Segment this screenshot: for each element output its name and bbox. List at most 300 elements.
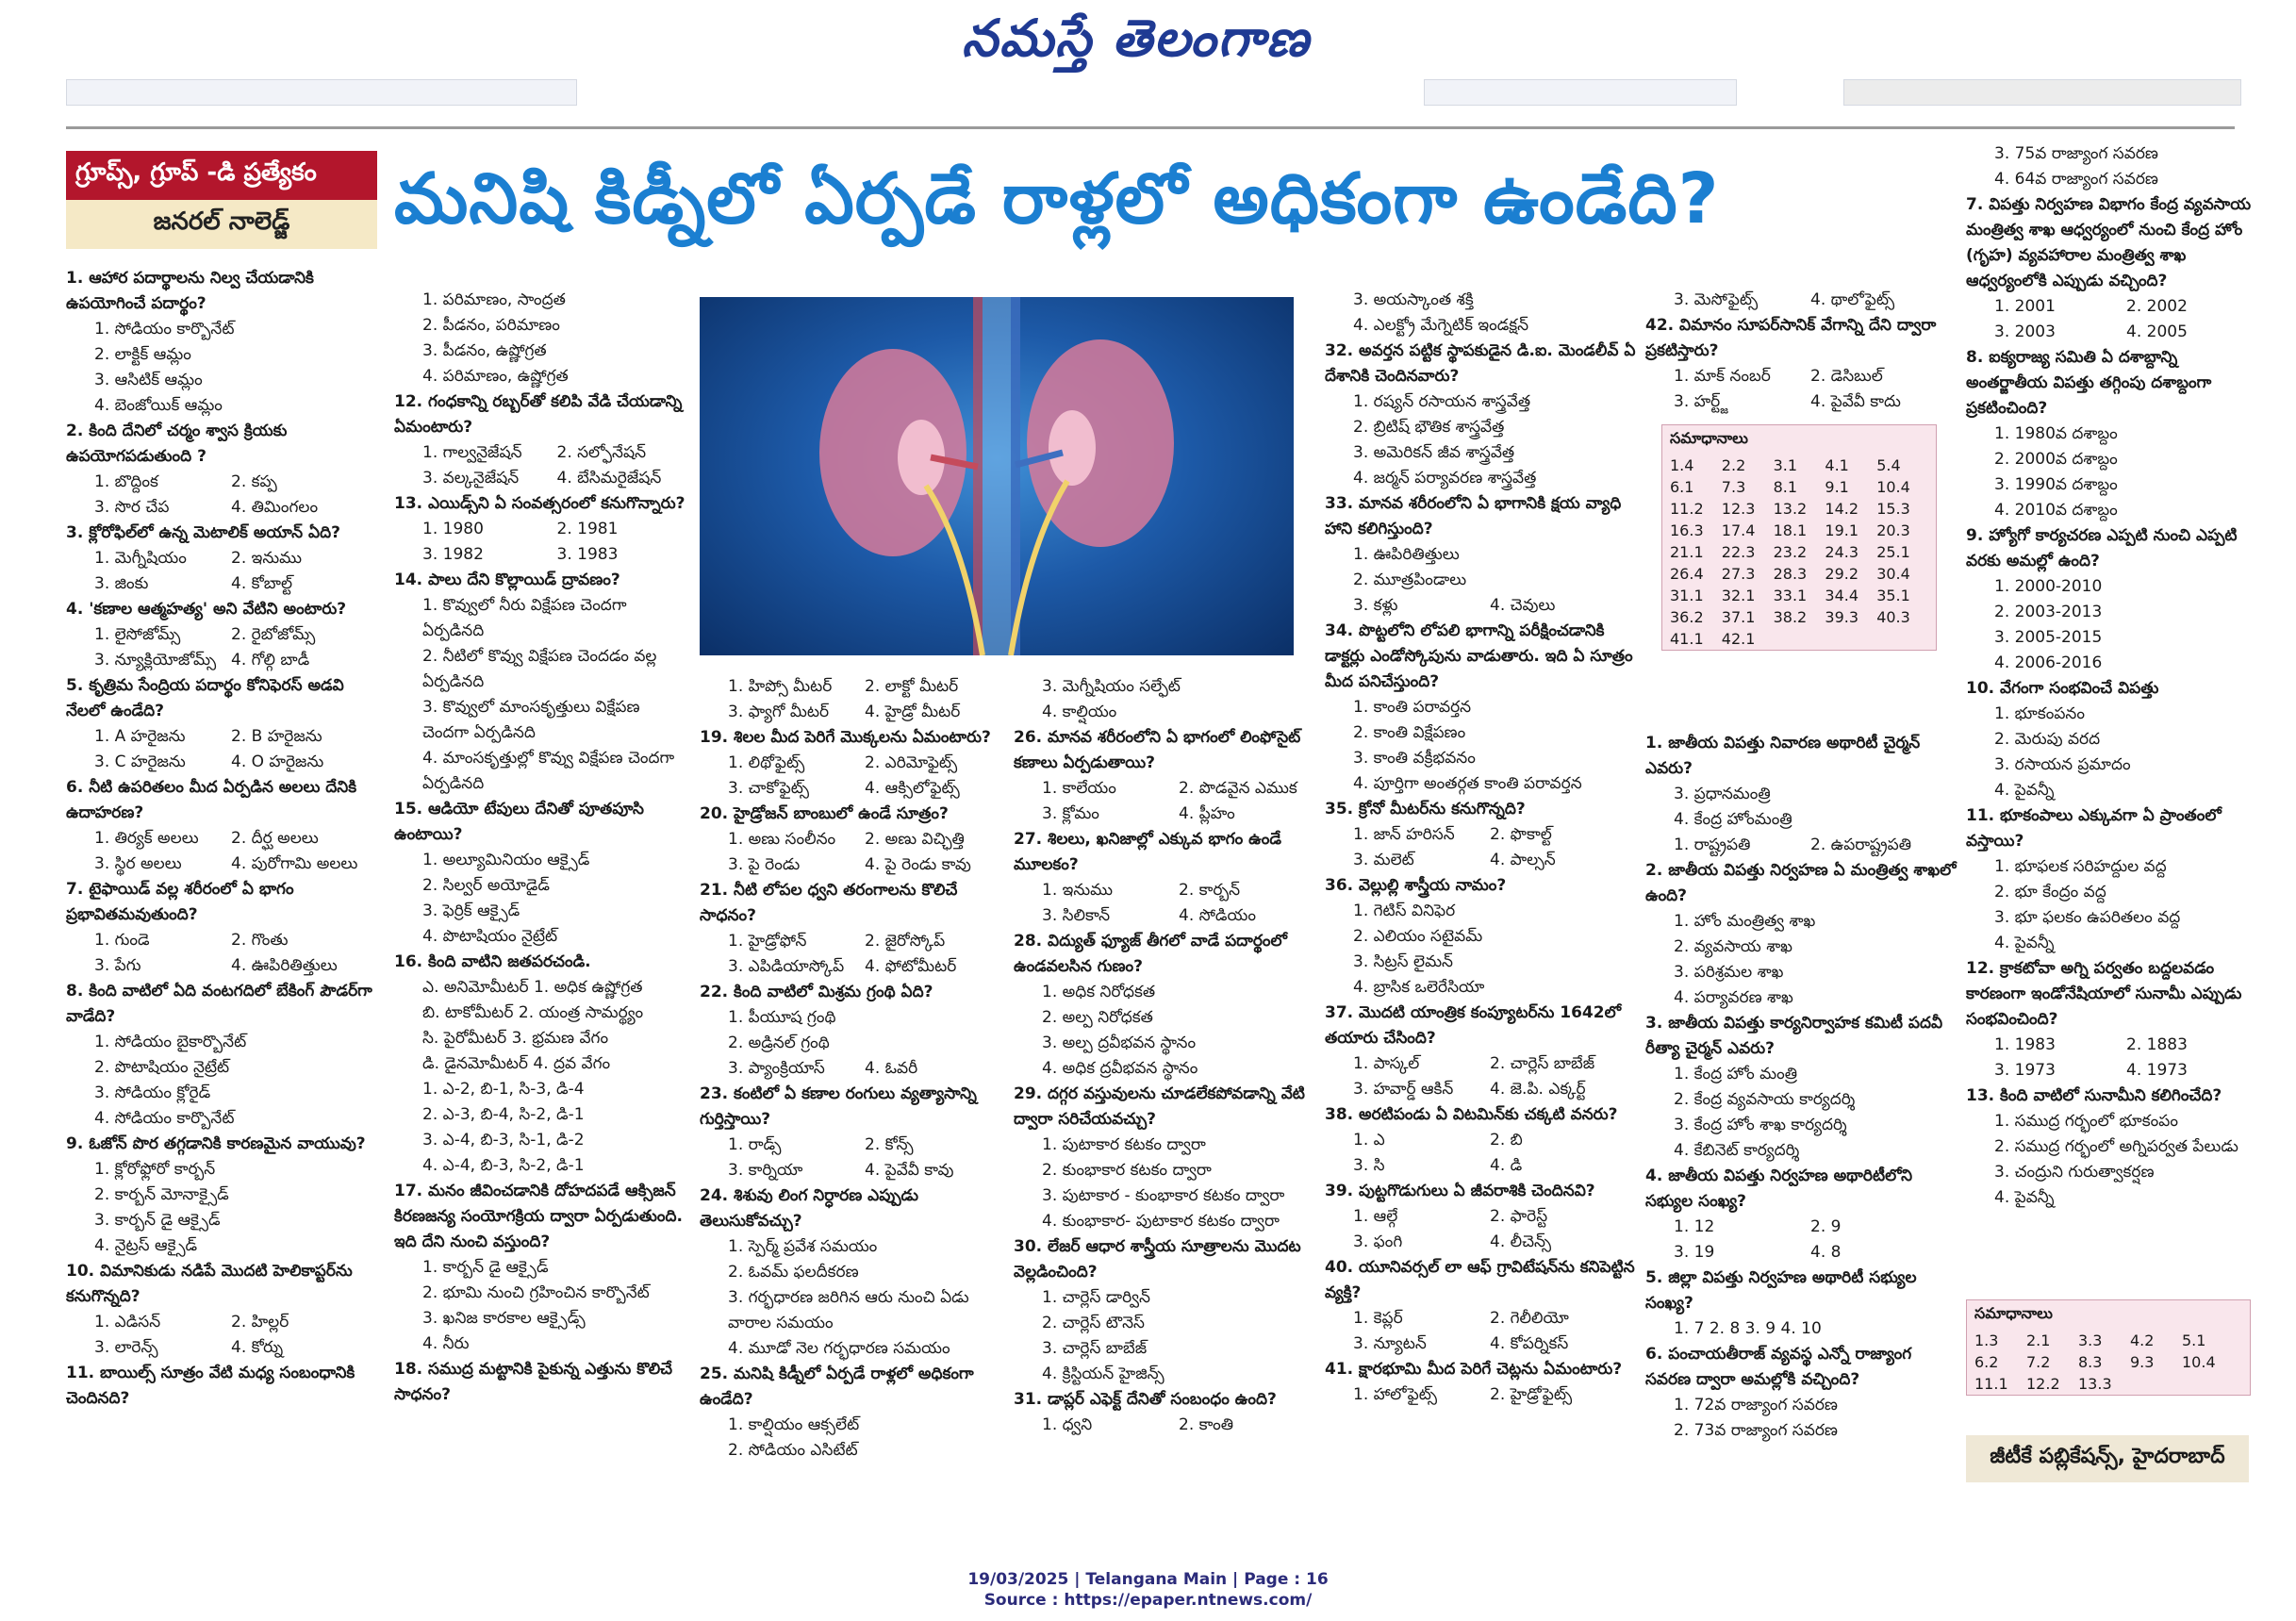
option-text: 4. 8: [1810, 1243, 1842, 1262]
answer-cell: [1825, 630, 1876, 648]
option-text: 2. సోడియం ఎసిటేట్: [728, 1441, 858, 1460]
option-text: 4. 2010వ దశాబ్దం: [1994, 501, 2118, 520]
question-text: 20. హైడ్రోజన్ బాంబులో ఉండే సూత్రం?: [700, 804, 949, 823]
answer-cell: 9.1: [1825, 478, 1849, 496]
question-text: 10. విమానికుడు నడిపే మొదటి హెలికాప్టర్‌ను కనుగొన్నది?: [66, 1262, 353, 1306]
option-text: 3. పీడనం, ఉష్ణోగ్రత: [422, 341, 547, 360]
option-text: 4. కేబినెట్ కార్యదర్శి: [1674, 1141, 1800, 1160]
option-text: 3. ప్యాంక్రియాస్: [728, 1059, 825, 1078]
option-text: 3. లారెన్స్: [94, 1338, 158, 1357]
option-row: [700, 929, 1001, 954]
answer-cell: 9.3: [2130, 1353, 2155, 1371]
option-text: 1. అణు సంలీనం: [728, 830, 836, 849]
option-text: 4. 64వ రాజ్యాంగ సవరణ: [1994, 170, 2158, 189]
option-text: 1. హైడ్రోఫోన్: [728, 932, 807, 951]
answers-row: [1662, 520, 1936, 541]
answers-box-2: [1966, 1299, 2251, 1396]
question-text: 8. కింది వాటిలో ఏది వంటగదిలో బేకింగ్ పౌడర్‌గా వాడేది?: [66, 982, 372, 1026]
option-text: 3. 75వ రాజ్యాంగ సవరణ: [1994, 144, 2158, 163]
kidney-illustration: [700, 297, 1294, 655]
option-text: 4. గోల్గి బాడీ: [231, 651, 310, 670]
option-text: 1. చార్లెస్ డార్విన్: [1042, 1288, 1150, 1307]
option-text: 4. కోర్ను: [231, 1338, 284, 1357]
question-text: 12. క్రాకటోవా అగ్ని పర్వతం బద్దలవడం కారణంగా ఇండోనేషియాలో సునామీ ఎప్పుడు సంభవించింది?: [1966, 959, 2242, 1029]
option-text: 1. ఆల్గే: [1353, 1207, 1398, 1226]
option-text: 3. పేగు: [94, 956, 141, 975]
answer-cell: 10.4: [1876, 478, 1910, 496]
option-text: 4. హైడ్రో మీటర్: [865, 703, 961, 721]
question-text: 34. పొట్టలోని లోపలి భాగాన్ని పరీక్షించడానికి డాక్టర్లు ఎండోస్కోపును వాడుతారు. ఇది ఏ సూత్రం మీద పనిచేస్తుంది?: [1325, 621, 1633, 691]
answers-row: [1662, 455, 1936, 476]
column-2: [394, 288, 691, 1408]
answer-cell: 8.1: [1773, 478, 1798, 496]
option-text: 1. హిప్సో మీటర్: [728, 677, 833, 696]
option-text: 1. పరిమాణం, సాంద్రత: [422, 290, 566, 309]
option-text: 3. 1973: [1994, 1061, 2056, 1080]
question-text: 40. యూనివర్సల్ లా ఆఫ్ గ్రావిటేషన్‌ను కనిపెట్టిన వ్యక్తి?: [1325, 1258, 1635, 1302]
option-row: [700, 1158, 1001, 1183]
option-row: [1325, 1153, 1636, 1179]
option-text: 1. కార్బన్ డై ఆక్సైడ్: [422, 1258, 549, 1277]
question-text: 7. టైఫాయిడ్ వల్ల శరీరంలో ఏ భాగం ప్రభావితమవుతుంది?: [66, 880, 294, 924]
option-row: [1325, 1051, 1636, 1077]
option-text: 3. రసాయన ప్రమాదం: [1994, 755, 2131, 774]
section-badge: [66, 151, 377, 249]
answer-cell: 41.1: [1670, 630, 1704, 648]
option-text: 2. ఇనుము: [231, 549, 303, 568]
option-text: 1. గెటిస్ వినిఫెర: [1353, 901, 1456, 920]
answers-row: [1662, 498, 1936, 520]
option-text: 3. C హరైజను: [94, 753, 186, 771]
option-row: [394, 517, 691, 542]
option-text: 1. క్లోరోఫ్లోరో కార్బన్: [94, 1160, 216, 1179]
answer-cell: 12.2: [2026, 1375, 2060, 1393]
answers-row: [1967, 1330, 2250, 1351]
answers-title: సమాధానాలు: [1670, 429, 1748, 447]
option-text: 2. అల్ప నిరోధకత: [1042, 1008, 1153, 1027]
option-text: 4. పొటాషియం నైట్రేట్: [422, 927, 558, 946]
option-text: 1. సముద్ర గర్భంలో భూకంపం: [1994, 1112, 2178, 1131]
option-text: 4. జె.పి. ఎక్కర్ట్: [1490, 1080, 1586, 1099]
option-text: 2. ఎ-3, బి-4, సి-2, డి-1: [422, 1105, 585, 1124]
answer-cell: 4.1: [1825, 456, 1849, 474]
option-row: [700, 700, 1001, 725]
footer-source-line: Source : https://epaper.ntnews.com/: [983, 1591, 1313, 1610]
option-row: [66, 470, 382, 495]
option-text: 2. చార్లెస్ టౌనెస్: [1042, 1314, 1145, 1332]
option-row: [1645, 1215, 1957, 1240]
option-text: 3. జింకు: [94, 574, 149, 593]
option-text: 2. నీటిలో కొవ్వు విక్షేపణ చెందడం వల్ల ఏర్పడినది: [422, 647, 657, 691]
option-text: 4. అధిక ద్రవీభవన స్థానం: [1042, 1059, 1198, 1078]
option-row: [1325, 822, 1636, 848]
option-text: 2. సముద్ర గర్భంలో అగ్నిపర్వత పేలుడు: [1994, 1137, 2238, 1156]
column-6: [1645, 288, 1957, 415]
option-text: 1. మాక్ నంబర్: [1674, 367, 1771, 386]
option-row: [700, 852, 1001, 878]
option-text: 1. భూకంపనం: [1994, 704, 2085, 723]
answer-cell: 11.2: [1670, 500, 1704, 518]
option-row: [700, 954, 1001, 980]
option-text: 3. భూ ఫలకం ఉపరితలం వద్ద: [1994, 908, 2181, 927]
option-text: 3. కేంద్ర హోం శాఖ కార్యదర్శి: [1674, 1116, 1847, 1134]
page-footer: [0, 1569, 2296, 1611]
answer-cell: 6.1: [1670, 478, 1694, 496]
option-text: 3. ఎ-4, బి-3, సి-1, డి-2: [422, 1131, 585, 1150]
answer-cell: 18.1: [1773, 521, 1808, 539]
question-text: 42. విమానం సూపర్‌సానిక్ వేగాన్ని దేని ద్వారా ప్రకటిస్తారు?: [1645, 316, 1937, 360]
option-text: 4. కుంభాకార- పుటాకార కటకం ద్వారా: [1042, 1212, 1280, 1231]
answers-row: [1967, 1351, 2250, 1373]
option-row: [1325, 1306, 1636, 1332]
option-row: [1645, 288, 1957, 313]
option-row: [66, 648, 382, 673]
option-text: 3. హర్ట్జ్: [1674, 392, 1728, 411]
option-text: 1. కెప్లర్: [1353, 1309, 1403, 1328]
column-3: [700, 674, 1001, 1464]
option-row: [1325, 1332, 1636, 1357]
option-text: 4. O హరైజను: [231, 753, 324, 771]
option-row: [66, 826, 382, 852]
option-text: 1. ఎడిసన్: [94, 1313, 161, 1332]
answer-cell: 42.1: [1721, 630, 1756, 648]
option-row: [700, 674, 1001, 700]
option-text: 3. ఫెర్రిక్ ఆక్సైడ్: [422, 901, 520, 920]
option-text: 2. B హరైజను: [231, 727, 322, 746]
option-text: 2. పొటాషియం నైట్రేట్: [94, 1058, 230, 1077]
option-text: 3. కార్బన్ డై ఆక్సైడ్: [94, 1211, 221, 1230]
option-row: [1014, 1413, 1315, 1438]
option-text: 2. ఎలియం సటైవమ్: [1353, 927, 1483, 946]
option-text: 3. పరిశ్రమల శాఖ: [1674, 963, 1784, 982]
option-text: 3. మెసోఫైట్స్: [1674, 290, 1759, 309]
option-row: [1966, 1058, 2258, 1083]
option-text: 2. అడ్రినల్ గ్రంథి: [728, 1034, 830, 1052]
question-text: 2. జాతీయ విపత్తు నిర్వహణ ఏ మంత్రిత్వ శాఖలో ఉంది?: [1645, 861, 1957, 905]
question-text: 13. కింది వాటిలో సునామీని కలిగించేది?: [1966, 1086, 2222, 1105]
option-text: 1. 12: [1674, 1217, 1715, 1236]
option-row: [1325, 848, 1636, 873]
column-1: [66, 266, 382, 1412]
option-text: 1. గుండె: [94, 931, 150, 950]
question-text: 16. కింది వాటిని జతపరచండి.: [394, 952, 591, 971]
answer-cell: 24.3: [1825, 543, 1859, 561]
option-text: 4. పాల్సన్: [1490, 851, 1556, 869]
answer-cell: 40.3: [1876, 608, 1910, 626]
option-text: 4. ఓవరీ: [865, 1059, 918, 1078]
option-text: 3. మెగ్నీషియం సల్ఫేట్: [1042, 677, 1181, 696]
option-text: 1. కేంద్ర హోం మంత్రి: [1674, 1065, 1798, 1083]
option-text: 2. 1883: [2126, 1035, 2188, 1054]
answer-cell: 8.3: [2078, 1353, 2103, 1371]
option-text: 4. నైట్రస్ ఆక్సైడ్: [94, 1236, 198, 1255]
option-text: 1. 1980వ దశాబ్దం: [1994, 424, 2118, 443]
masthead: [0, 0, 2296, 123]
option-row: [1645, 833, 1957, 858]
option-row: [700, 1031, 1001, 1056]
option-text: 1. రాష్ట్రపతి: [1674, 835, 1751, 854]
question-text: 11. భూకంపాలు ఎక్కువగా ఏ ప్రాంతంలో వస్తాయి?: [1966, 806, 2222, 851]
option-text: 3. ప్రధానమంత్రి: [1674, 785, 1771, 803]
option-text: [865, 1005, 1001, 1031]
option-row: [700, 827, 1001, 852]
option-row: [700, 1005, 1001, 1031]
column-4: [1014, 674, 1315, 1438]
option-text: 4. ప్లీహం: [1179, 804, 1235, 823]
option-text: 3. 2005-2015: [1994, 628, 2103, 647]
question-text: 4. జాతీయ విపత్తు నిర్వహణ అథారిటీలోని సభ్యుల సంఖ్య?: [1645, 1166, 1913, 1211]
option-text: 1. భూఫలక సరిహద్దుల వద్ద: [1994, 857, 2167, 876]
question-text: 8. ఐక్యరాజ్య సమితి ఏ దశాబ్దాన్ని అంతర్జాతీయ విపత్తు తగ్గింపు దశాబ్దంగా ప్రకటించింది?: [1966, 348, 2212, 418]
answer-cell: 37.1: [1721, 608, 1756, 626]
option-text: 2. ఫొకాల్ట్: [1490, 825, 1552, 844]
option-text: 2. జైరోస్కోప్: [865, 932, 946, 951]
option-text: 4. డి: [1490, 1156, 1523, 1175]
option-text: 4. పరిమాణం, ఉష్ణోగ్రత: [422, 367, 569, 386]
question-text: 14. పాలు దేని కొల్లాయిడ్ ద్రావణం?: [394, 571, 620, 589]
option-text: 2. పీడనం, పరిమాణం: [422, 316, 560, 335]
answer-cell: 26.4: [1670, 565, 1704, 583]
option-text: 1. 72వ రాజ్యాంగ సవరణ: [1674, 1396, 1838, 1414]
answer-cell: 2.1: [2026, 1332, 2051, 1349]
option-text: 3. సిలికాన్: [1042, 906, 1111, 925]
option-row: [1014, 903, 1315, 929]
option-text: 3. కార్నియా: [728, 1161, 803, 1180]
option-text: 1. జాన్ హరిసన్: [1353, 825, 1455, 844]
answer-cell: 34.4: [1825, 587, 1859, 604]
answer-cell: 38.2: [1773, 608, 1808, 626]
option-text: ఎ. అనిమోమీటర్ 1. అధిక ఉష్ణోగ్రత: [422, 978, 643, 997]
option-text: 3. గర్భధారణ జరిగిన ఆరు నుంచి ఏడు వారాల సమయం: [728, 1288, 969, 1332]
masthead-strip-left: [66, 79, 577, 106]
option-text: 2. గెలీలియో: [1490, 1309, 1569, 1328]
answer-cell: [1876, 630, 1928, 648]
option-text: 3. కొవ్వులో మాంసకృత్తులు విక్షేపణ చెందగా ఏర్పడినది: [422, 698, 640, 742]
question-text: 37. మొదటి యాంత్రిక కంప్యూటర్‌ను 1642లో తయారు చేసింది?: [1325, 1003, 1622, 1048]
option-text: 2. కాంతి విక్షేపణం: [1353, 723, 1466, 742]
option-row: [700, 751, 1001, 776]
answer-cell: 1.4: [1670, 456, 1694, 474]
question-text: 24. శిశువు లింగ నిర్ధారణ ఎప్పుడు తెలుసుకోవచ్చు?: [700, 1186, 919, 1231]
option-text: 4. ఎ-4, బి-3, సి-2, డి-1: [422, 1156, 585, 1175]
option-text: 4. కేంద్ర హోంమంత్రి: [1674, 810, 1792, 829]
answers-row: [1662, 563, 1936, 585]
option-text: 4. జర్మన్ పర్యావరణ శాస్త్రవేత్త: [1353, 469, 1537, 488]
option-text: 4. పైవన్నీ: [1994, 781, 2055, 800]
option-text: 4. ఆక్సిలోఫైట్స్: [865, 779, 960, 798]
option-text: 4. పైవేవీ కాదు: [1810, 392, 1901, 411]
answer-cell: 6.2: [1974, 1353, 1999, 1371]
question-text: 17. మనం జీవించడానికి దోహదపడే ఆక్సిజన్ కిరణజన్య సంయోగక్రియ ద్వారా ఏర్పడుతుంది. ఇది దేని నుంచి వస్తుంది?: [394, 1182, 684, 1251]
option-text: 3. సిట్రస్ లైమన్: [1353, 952, 1453, 971]
answer-cell: 25.1: [1876, 543, 1910, 561]
answer-cell: 5.1: [2182, 1332, 2206, 1349]
option-text: 1. 2000-2010: [1994, 577, 2103, 596]
option-text: 4. ఊపిరితిత్తులు: [231, 956, 338, 975]
option-text: 3. చంద్రుని గురుత్వాకర్షణ: [1994, 1163, 2155, 1182]
option-text: 4. 2005: [2126, 323, 2188, 341]
option-text: 3. వల్కనైజేషన్: [422, 469, 520, 488]
option-row: [1966, 1033, 2258, 1058]
option-row: [1325, 1204, 1636, 1230]
option-text: 4. ఫోటోమీటర్: [865, 957, 957, 976]
option-text: 4. 1973: [2126, 1061, 2188, 1080]
answers-row: [1662, 476, 1936, 498]
question-text: 18. సముద్ర మట్టానికి పైకున్న ఎత్తును కొలిచే సాధనం?: [394, 1360, 673, 1404]
option-text: 4. బ్రాసిక ఒలెరేసియా: [1353, 978, 1485, 997]
question-text: 29. దగ్గర వస్తువులను చూడలేకపోవడాన్ని వేటి ద్వారా సరిచేయవచ్చు?: [1014, 1084, 1305, 1129]
answer-cell: 14.2: [1825, 500, 1859, 518]
option-text: 2. డెసిబుల్: [1810, 367, 1883, 386]
option-text: 1. ధ్వని: [1042, 1415, 1093, 1434]
answer-cell: 33.1: [1773, 587, 1808, 604]
option-text: 4. కోబాల్ట్: [231, 574, 293, 593]
question-text: 9. హ్యోగో కార్యచరణ ఎప్పటి నుంచి ఎప్పటి వరకు అమల్లో ఉంది?: [1966, 526, 2238, 571]
option-text: 1. హాలోఫైట్స్: [1353, 1385, 1438, 1404]
masthead-strip-mid: [1424, 79, 1737, 106]
option-text: బి. టాకోమీటర్ 2. యంత్ర సామర్థ్యం: [422, 1003, 644, 1022]
option-row: [66, 571, 382, 597]
option-text: 2. కుంభాకార కటకం ద్వారా: [1042, 1161, 1212, 1180]
option-text: 3. న్యూటన్: [1353, 1334, 1427, 1353]
column-5: [1325, 288, 1636, 1408]
option-text: 4. బేసిమరైజేషన్: [556, 469, 662, 488]
option-text: 2. 2003-2013: [1994, 603, 2103, 621]
answer-cell: 21.1: [1670, 543, 1704, 561]
option-text: 1. అధిక నిరోధకత: [1042, 983, 1156, 1001]
option-row: [1645, 1240, 1957, 1265]
option-text: 1. స్పెర్మ్ ప్రవేశ సమయం: [728, 1237, 878, 1256]
option-text: 2. సిల్వర్ అయోడైడ్: [422, 876, 550, 895]
question-text: 6. పంచాయతీరాజ్ వ్యవస్థ ఎన్నో రాజ్యాంగ సవరణ ద్వారా అమల్లోకి వచ్చింది?: [1645, 1345, 1912, 1389]
option-text: 2. రైబోజోమ్స్: [231, 625, 316, 644]
page-headline: మనిషి కిడ్నీలో ఏర్పడే రాళ్లలో అధికంగా ఉండేది?: [394, 158, 1720, 240]
question-text: 21. నీటి లోపల ధ్వని తరంగాలను కొలిచే సాధనం?: [700, 881, 958, 925]
question-text: 26. మానవ శరీరంలోని ఏ భాగంలో లింఫోసైట్ కణాలు ఏర్పడుతాయి?: [1014, 728, 1301, 772]
question-text: 25. మనిషి కిడ్నీలో ఏర్పడే రాళ్లలో అధికంగా ఉండేది?: [700, 1365, 974, 1409]
option-text: 1. ఎ-2, బి-1, సి-3, డి-4: [422, 1080, 585, 1099]
option-row: [394, 466, 691, 491]
option-text: 3. న్యూక్లియోజోమ్స్: [94, 651, 217, 670]
option-text: 2. మూత్రపిండాలు: [1353, 571, 1467, 589]
question-text: 1. జాతీయ విపత్తు నివారణ అథారిటీ చైర్మన్ ఎవరు?: [1645, 734, 1921, 778]
option-text: 3. చాకోఫైట్స్: [728, 779, 809, 798]
option-text: 3. మలెట్: [1353, 851, 1414, 869]
option-row: [1966, 294, 2258, 320]
option-text: 2. భూ కేంద్రం వద్ద: [1994, 883, 2106, 901]
option-text: 1. లైసోజోమ్స్: [94, 625, 181, 644]
masthead-strip-right: [1843, 79, 2241, 106]
answer-cell: 27.3: [1721, 565, 1756, 583]
masthead-rule: [66, 126, 2235, 129]
option-text: 2. ఫారెస్ట్: [1490, 1207, 1548, 1226]
answer-cell: [2130, 1375, 2182, 1393]
question-text: 6. నీటి ఉపరితలం మీద ఏర్పడిన అలలు దేనికి ఉదాహరణ?: [66, 778, 357, 822]
option-text: 4. సోడియం: [1179, 906, 1256, 925]
answer-cell: 29.2: [1825, 565, 1859, 583]
option-text: 1. 1983: [1994, 1035, 2056, 1054]
option-row: [700, 1056, 1001, 1082]
option-text: 2. పొడవైన ఎముక: [1179, 779, 1297, 798]
option-text: 1. పుటాకార కటకం ద్వారా: [1042, 1135, 1206, 1154]
option-row: [1645, 389, 1957, 415]
option-text: 2. 2002: [2126, 297, 2188, 316]
option-row: [66, 852, 382, 877]
option-row: [66, 495, 382, 521]
answer-cell: 22.3: [1721, 543, 1756, 561]
option-row: [1325, 1128, 1636, 1153]
section-badge-title: గ్రూప్స్, గ్రూప్ -డి ప్రత్యేకం: [66, 151, 377, 200]
answer-cell: 17.4: [1721, 521, 1756, 539]
answer-cell: 16.3: [1670, 521, 1704, 539]
answers-row: [1662, 606, 1936, 628]
option-text: 3. సోడియం క్లోరైడ్: [94, 1083, 211, 1102]
answer-cell: 30.4: [1876, 565, 1910, 583]
option-text: 2. దీర్ఘ అలలు: [231, 829, 319, 848]
answer-cell: 10.4: [2182, 1353, 2216, 1371]
option-text: 3. కాంతి వక్రీభవనం: [1353, 749, 1476, 768]
option-text: 2. లాక్టిక్ ఆమ్లం: [94, 345, 191, 364]
option-text: సి. పైరోమీటర్ 3. భ్రమణ వేగం: [422, 1029, 609, 1048]
newspaper-logo: నమస్తే తెలంగాణ: [962, 8, 1311, 68]
option-text: 1. ఊపిరితిత్తులు: [1353, 545, 1460, 564]
column-7: [1966, 141, 2258, 1211]
option-text: 3. అమెరికన్ జీవ శాస్త్రవేత్త: [1353, 443, 1515, 462]
option-text: 1. ఇనుము: [1042, 881, 1114, 900]
option-text: 2. బి: [1490, 1131, 1523, 1150]
question-text: 39. పుట్టగొడుగులు ఏ జీవరాశికి చెందినవి?: [1325, 1182, 1595, 1200]
option-text: 3. 2003: [1994, 323, 2056, 341]
question-text: 9. ఓజోన్ పొర తగ్గడానికి కారణమైన వాయువు?: [66, 1134, 366, 1153]
answer-cell: 2.2: [1721, 456, 1746, 474]
option-row: [66, 1310, 382, 1335]
option-text: 4. మాంసకృత్తుల్లో కొవ్వు విక్షేపణ చెందగా ఏర్పడినది: [422, 749, 675, 793]
option-row: [700, 776, 1001, 802]
option-text: 2. వ్యవసాయ శాఖ: [1674, 937, 1793, 956]
question-text: 28. విద్యుత్ ఫ్యూజ్ తీగలో వాడే పదార్థంలో ఉండవలసిన గుణం?: [1014, 932, 1288, 976]
question-text: 35. క్రోనో మీటర్‌ను కనుగొన్నది?: [1325, 800, 1526, 819]
option-text: 2. ఉపరాష్ట్రపతి: [1810, 835, 1912, 854]
answer-cell: 4.2: [2130, 1332, 2155, 1349]
answer-cell: 7.3: [1721, 478, 1746, 496]
option-text: 2. 9: [1810, 1217, 1842, 1236]
option-text: 3. పై రెండు: [728, 855, 801, 874]
option-text: 2. లాక్టో మీటర్: [865, 677, 959, 696]
option-text: 4. పురోగామి అలలు: [231, 854, 358, 873]
question-text: 3. జాతీయ విపత్తు కార్యనిర్వాహక కమిటీ పదవీ రీత్యా చైర్మన్ ఎవరు?: [1645, 1014, 1943, 1058]
option-text: 1. తిర్యక్ అలలు: [94, 829, 199, 848]
option-row: [66, 1335, 382, 1361]
option-row: [394, 542, 691, 568]
option-text: 4. 2006-2016: [1994, 653, 2103, 672]
option-text: 4. పైవేవీ కావు: [865, 1161, 954, 1180]
option-row: [1325, 1382, 1636, 1408]
option-text: 3. అల్ప ద్రవీభవన స్థానం: [1042, 1034, 1197, 1052]
question-text: 2. కింది దేనిలో చర్మం శ్వాస క్రియకు ఉపయోగపడుతుంది ?: [66, 422, 288, 466]
option-text: 4. సోడియం కార్బొనేట్: [94, 1109, 235, 1128]
option-text: 1. పీయూష గ్రంథి: [728, 1008, 836, 1027]
answers-row: [1662, 628, 1936, 650]
answer-cell: 1.3: [1974, 1332, 1999, 1349]
question-text: 38. అరటిపండు ఏ విటమిన్‌కు చక్కటి వనరు?: [1325, 1105, 1618, 1124]
option-row: [66, 546, 382, 571]
option-text: 4. చెవులు: [1490, 596, 1556, 615]
option-text: 3. ఖనిజ కారకాల ఆక్సైడ్స్: [422, 1309, 586, 1328]
option-row: [1014, 878, 1315, 903]
option-text: 4. థాలోఫైట్స్: [1810, 290, 1895, 309]
option-text: 4. కాల్షియం: [1042, 703, 1117, 721]
question-text: 10. వేగంగా సంభవించే విపత్తు: [1966, 679, 2159, 698]
